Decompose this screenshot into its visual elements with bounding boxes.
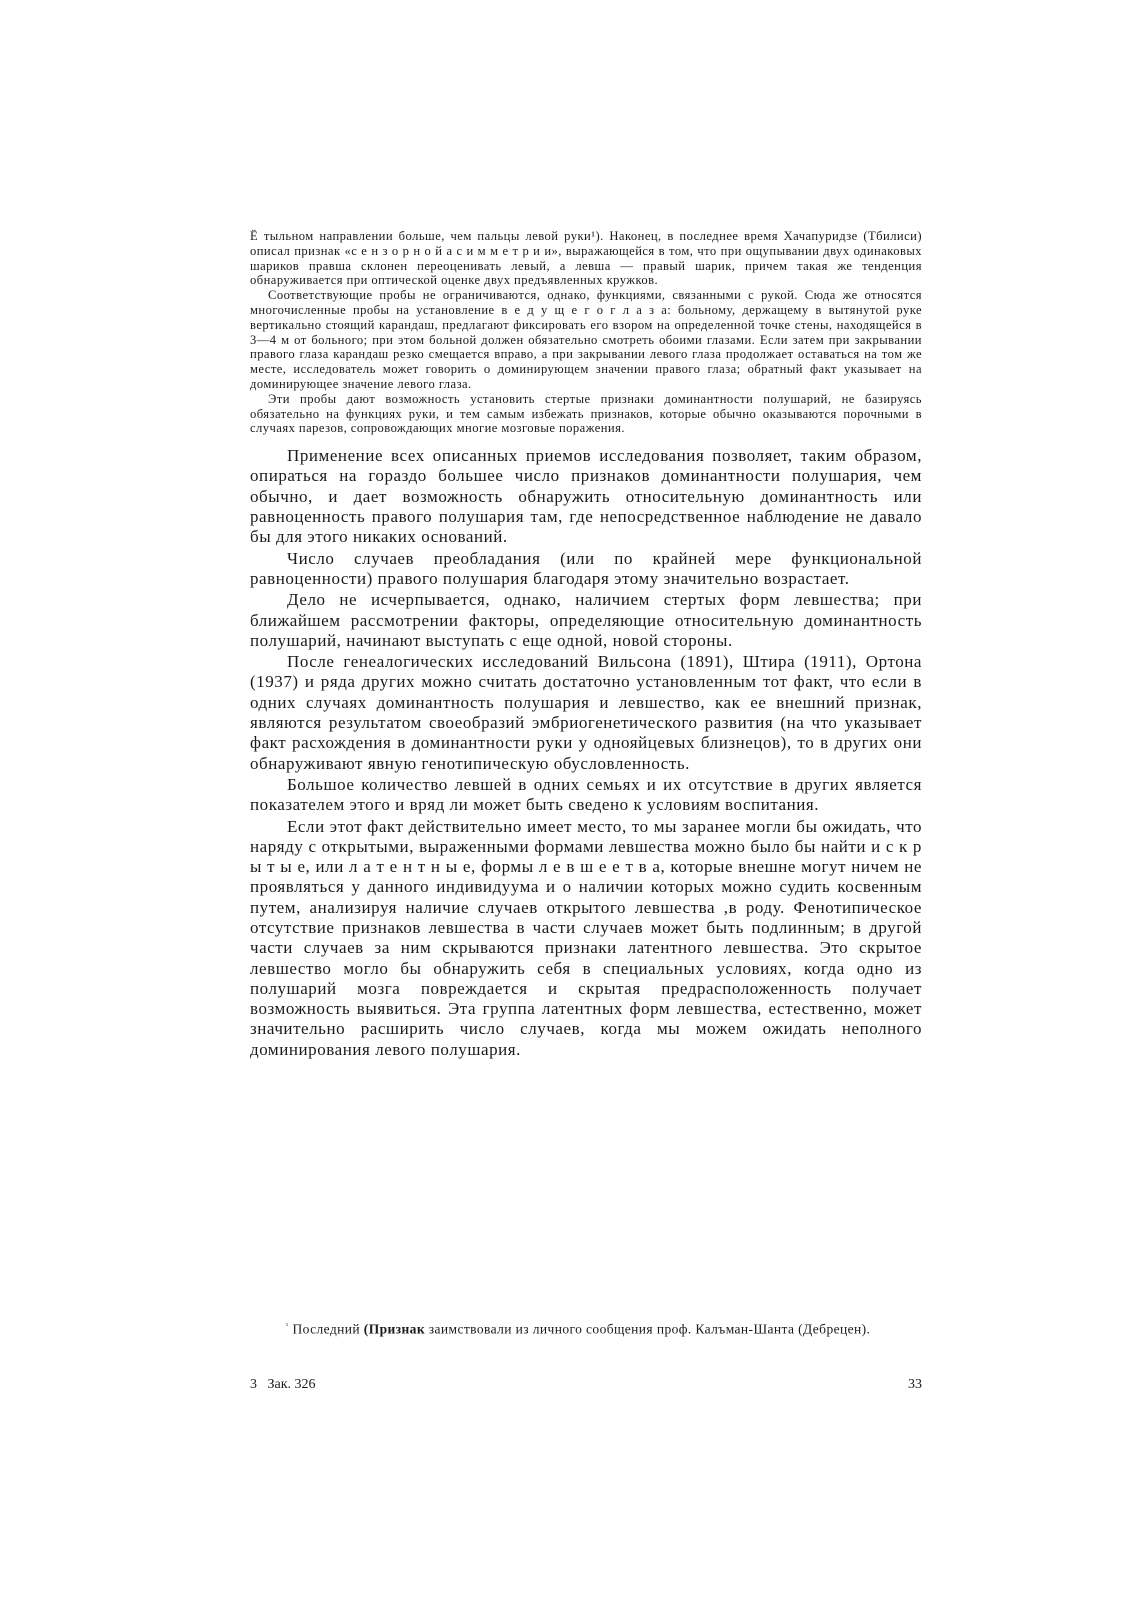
body-paragraph: После генеалогических исследований Вильсона (1891), Штира (1911), Ортона (1937) и ряда других можно считать достаточно установленным тот факт, что если в одних случаях доминантность полушария и левшество, как ее внешний признак, являются результатом своеобразий эмбриогенетического развития (на что указывает факт расхождения в доминантности руки у однояйцевых близнецов), то в других они обнаруживают явную генотипическую обусловленность. <box>250 652 922 773</box>
printer-signature: 3 Зак. 326 <box>250 1377 316 1392</box>
page-body <box>250 229 922 1061</box>
main-text-section <box>250 446 922 1060</box>
small-paragraph: Соответствующие пробы не ограничиваются, однако, функциями, связанными с рукой. Сюда же относятся многочисленные пробы на установление в е д у щ е г о г л а з а: больному, держащему в вытянутой руке вертикально стоящий карандаш, предлагают фиксировать его взором на определенной точке стены, находящейся в 3—4 м от больного; при этом больной должен обязательно смотреть обоими глазами. Если затем при закрывании правого глаза карандаш резко смещается вправо, а при закрывании левого глаза продолжает оставаться на том же месте, исследователь может говорить о доминирующем значении правого глаза; обратный факт указывает на доминирующее значение левого глаза. <box>250 288 922 391</box>
footnote-mark: ¹ <box>286 1322 289 1330</box>
body-paragraph: Большое количество левшей в одних семьях и их отсутствие в других является показателем этого и вряд ли может быть сведено к условиям воспитания. <box>250 774 922 815</box>
small-print-section <box>250 229 922 436</box>
footnote-bold: (Признак <box>363 1321 426 1337</box>
page-number: 33 <box>908 1377 922 1392</box>
footnote-text-before: Последний <box>292 1321 364 1337</box>
small-paragraph: Эти пробы дают возможность установить стертые признаки доминантности полушарий, не базируясь обязательно на функциях руки, и тем самым избежать признаков, которые обычно оказываются порочными в случаях парезов, сопровождающих многие мозговые поражения. <box>250 391 922 436</box>
page-footer <box>250 1377 922 1393</box>
footnote-text-after: заимствовали из личного сообщения проф. Калъман-Шанта (Дебрецен). <box>425 1321 871 1337</box>
body-paragraph: Если этот факт действительно имеет место, то мы заранее могли бы ожидать, что наряду с открытыми, выраженными формами левшества можно было бы найти и с к р ы т ы е, или л а т е н т н ы е, формы л е в ш е е т в а, которые внешне могут ничем не проявляться у данного индивидуума и о наличии которых можно судить косвенным путем, анализируя наличие случаев открытого левшества ,в роду. Фенотипическое отсутствие признаков левшества в части случаев может быть подлинным; в другой части случаев за ним скрываются признаки латентного левшества. Это скрытое левшество могло бы обнаружить себя в специальных условиях, когда одно из полушарий мозга повреждается и скрытая предрасположенность получает возможность выявиться. Эта группа латентных форм левшества, естественно, может значительно расширить число случаев, когда мы можем ожидать неполного доминирования левого полушария. <box>250 816 922 1059</box>
small-paragraph: Ё тыльном направлении больше, чем пальцы левой руки¹). Наконец, в последнее время Хачапуридзе (Тбилиси) описал признак «с е н з о р н о й а с и м м е т р и и», выражающейся в том, что при ощупывании двух одинаковых шариков правша склонен переоценивать левый, а левша — правый шарик, причем такая же тенденция обнаруживается при оптической оценке двух предъявленных кружков. <box>250 229 922 288</box>
body-paragraph: Применение всех описанных приемов исследования позволяет, таким образом, опираться на гораздо большее число признаков доминантности полушария, чем обычно, и дает возможность обнаружить относительную доминантность или равноценность правого полушария там, где непосредственное наблюдение не давало бы для этого никаких оснований. <box>250 446 922 547</box>
body-paragraph: Дело не исчерпывается, однако, наличием стертых форм левшества; при ближайшем рассмотрении факторы, определяющие относительную доминантность полушарий, начинают выступать с еще одной, новой стороны. <box>250 590 922 650</box>
footnote <box>250 1318 922 1338</box>
body-paragraph: Число случаев преобладания (или по крайней мере функциональной равноценности) правого полушария благодаря этому значительно возрастает. <box>250 548 922 588</box>
